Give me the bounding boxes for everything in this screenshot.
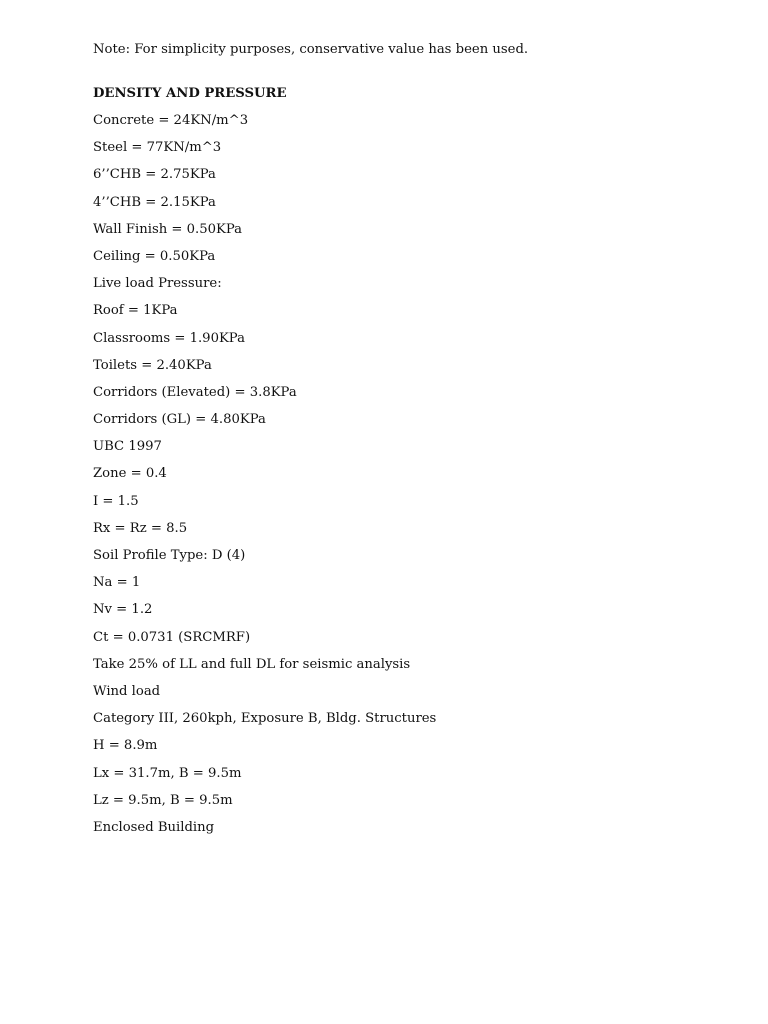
document-page: [93, 41, 733, 846]
line-soil-profile: Soil Profile Type: D (4): [93, 548, 246, 563]
line-wind-load: Wind load: [93, 683, 161, 699]
line-seismic-analysis: Take 25% of LL and full DL for seismic analysis: [93, 656, 411, 672]
line-concrete: Concrete = 24KN/m^3: [93, 113, 249, 128]
line-nv: Nv = 1.2: [93, 602, 153, 618]
line-4chb: 4’’CHB = 2.15KPa: [93, 194, 216, 210]
line-classrooms: Classrooms = 1.90KPa: [93, 330, 245, 346]
note-text: Note: For simplicity purposes, conservative value has been used.: [93, 42, 529, 57]
line-corridors-gl: Corridors (GL) = 4.80KPa: [93, 412, 266, 428]
line-wall-finish: Wall Finish = 0.50KPa: [93, 221, 243, 237]
line-toilets: Toilets = 2.40KPa: [93, 357, 212, 373]
line-rx-rz: Rx = Rz = 8.5: [93, 520, 188, 536]
section-heading: DENSITY AND PRESSURE: [93, 86, 287, 101]
line-roof: Roof = 1KPa: [93, 303, 178, 319]
line-lz: Lz = 9.5m, B = 9.5m: [93, 792, 233, 808]
line-ceiling: Ceiling = 0.50KPa: [93, 248, 216, 264]
line-ubc-1997: UBC 1997: [93, 439, 162, 455]
line-steel: Steel = 77KN/m^3: [93, 140, 222, 156]
line-height: H = 8.9m: [93, 738, 158, 754]
line-lx: Lx = 31.7m, B = 9.5m: [93, 765, 242, 781]
line-ct: Ct = 0.0731 (SRCMRF): [93, 629, 251, 645]
line-na: Na = 1: [93, 575, 141, 591]
line-live-load-pressure: Live load Pressure:: [93, 276, 222, 292]
line-importance: I = 1.5: [93, 493, 139, 509]
line-zone: Zone = 0.4: [93, 466, 167, 482]
line-enclosed-building: Enclosed Building: [93, 819, 215, 835]
line-corridors-elevated: Corridors (Elevated) = 3.8KPa: [93, 384, 297, 400]
line-6chb: 6’’CHB = 2.75KPa: [93, 167, 216, 183]
line-category: Category III, 260kph, Exposure B, Bldg. Structures: [93, 711, 437, 727]
